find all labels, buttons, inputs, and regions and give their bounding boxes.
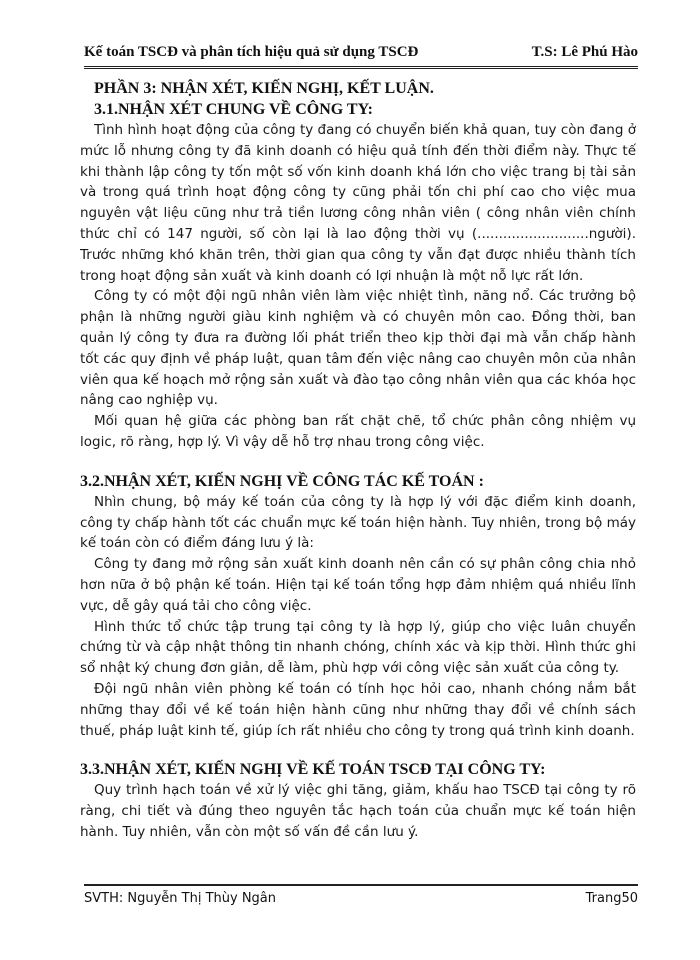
- section-2-heading: 3.2.NHẬN XÉT, KIẾN NGHỊ VỀ CÔNG TÁC KẾ TOÁN :: [80, 472, 484, 490]
- paragraph: Tình hình hoạt động của công ty đang có chuyển biến khả quan, tuy còn đang ở mức lỗ nhưng công ty đã kinh doanh có hiệu quả tính đến thời điểm này. Thực tế khi thành lập công ty tốn một số vốn kinh doanh khá lớn cho việc trang bị tài sản và trong quá trình hoạt động công ty cũng phải tốn chi phí cao cho việc mua nguyên vật liệu cũng như trả tiền lương công nhân viên ( công nhân viên chính thức chỉ có 147 người, số còn lại là lao động thời vụ (..........................người). Trước những khó khăn trên, thời gian qua công ty vẫn đạt được nhiều thành tích trong hoạt động sản xuất và kinh doanh có lợi nhuận là một nỗ lực rất lớn.: [80, 122, 636, 284]
- footer-page-number: Trang50: [585, 891, 638, 906]
- paragraph: Hình thức tổ chức tập trung tại công ty là hợp lý, giúp cho việc luân chuyển chứng từ và cập nhật thông tin nhanh chóng, chính xác và kịp thời. Hình thức ghi sổ nhật ký chung đơn giản, dễ làm, phù hợp với công việc sản xuất của công ty.: [80, 618, 636, 677]
- page-header: [84, 44, 638, 69]
- document-body: [80, 78, 636, 843]
- paragraph: Mối quan hệ giữa các phòng ban rất chặt chẽ, tổ chức phân công nhiệm vụ logic, rõ ràng, hợp lý. Vì vậy dễ hỗ trợ nhau trong công việc.: [80, 413, 636, 450]
- header-author: T.S: Lê Phú Hào: [531, 44, 638, 60]
- paragraph: Công ty có một đội ngũ nhân viên làm việc nhiệt tình, năng nổ. Các trưởng bộ phận là những người giàu kinh nghiệm và có chuyên môn cao. Đồng thời, ban quản lý công ty đưa ra đường lối phát triển theo kịp thời đại mà vẫn chấp hành tốt các quy định về pháp luật, quan tâm đến việc nâng cao chuyên môn của nhân viên qua kế hoạch mở rộng sản xuất và đào tạo công nhân viên qua các khóa học nâng cao nghiệp vụ.: [80, 288, 636, 409]
- section-3-heading: 3.3.NHẬN XÉT, KIẾN NGHỊ VỀ KẾ TOÁN TSCĐ TẠI CÔNG TY:: [80, 761, 546, 779]
- paragraph: Đội ngũ nhân viên phòng kế toán có tính học hỏi cao, nhanh chóng nắm bắt những thay đổi về kế toán hiện hành cũng như những thay đổi về chính sách thuế, pháp luật kinh tế, giúp ích rất nhiều cho công ty trong quá trình kinh doanh.: [80, 680, 636, 739]
- page-footer: [84, 884, 638, 906]
- section-1-heading: 3.1.NHẬN XÉT CHUNG VỀ CÔNG TY:: [94, 101, 374, 118]
- paragraph: Quy trình hạch toán về xử lý việc ghi tăng, giảm, khấu hao TSCĐ tại công ty rõ ràng, chi tiết và đúng theo nguyên tắc hạch toán của chuẩn mực kế toán hiện hành. Tuy nhiên, vẫn còn một số vấn đề cần lưu ý.: [80, 782, 636, 840]
- footer-student: SVTH: Nguyễn Thị Thùy Ngân: [84, 891, 277, 906]
- paragraph: Công ty đang mở rộng sản xuất kinh doanh nên cần có sự phân công chia nhỏ hơn nữa ở bộ phận kế toán. Hiện tại kế toán tổng hợp đảm nhiệm quá nhiều lĩnh vực, dễ gây quá tải cho công việc.: [80, 556, 636, 614]
- paragraph: Nhìn chung, bộ máy kế toán của công ty là hợp lý với đặc điểm kinh doanh, công ty chấp hành tốt các chuẩn mực kế toán hiện hành. Tuy nhiên, trong bộ máy kế toán còn có điểm đáng lưu ý là:: [80, 493, 636, 552]
- part-heading: PHẦN 3: NHẬN XÉT, KIẾN NGHỊ, KẾT LUẬN.: [94, 80, 434, 97]
- header-title: Kế toán TSCĐ và phân tích hiệu quả sử dụng TSCĐ: [84, 44, 419, 60]
